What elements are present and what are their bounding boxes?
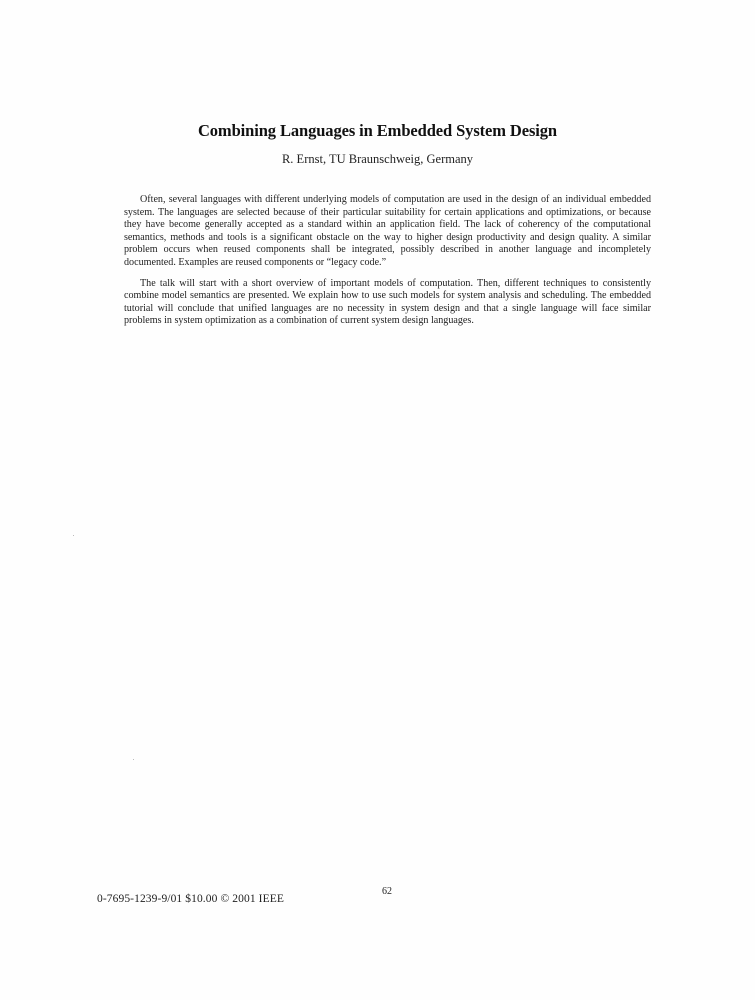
abstract-body bbox=[124, 194, 651, 336]
paragraph-2: The talk will start with a short overview of important models of computation. Then, different techniques to consistently combine model semantics are presented. We explain how to use such models for system analysis and scheduling. The embedded tutorial will conclude that unified languages are no necessity in system design and that a single language will face similar problems in system optimization as a combination of current system design languages. bbox=[124, 277, 651, 327]
page-number: 62 bbox=[382, 886, 392, 897]
paragraph-1: Often, several languages with different underlying models of computation are used in the design of an individual embedded system. The languages are selected because of their particular suitability for certain applications and optimizations, or because they have become generally accepted as a standard within an application field. The lack of coherency of the computational semantics, methods and tools is a significant obstacle on the way to higher design productivity and design quality. A similar problem occurs when reused components shall be integrated, possibly described in another language and incompletely documented. Examples are reused components or “legacy code.” bbox=[124, 194, 651, 268]
paper-title: Combining Languages in Embedded System Design bbox=[197, 121, 558, 140]
scan-speck bbox=[133, 759, 134, 760]
author-line: R. Ernst, TU Braunschweig, Germany bbox=[281, 152, 474, 166]
scan-speck bbox=[73, 535, 74, 536]
copyright-notice: 0-7695-1239-9/01 $10.00 © 2001 IEEE bbox=[97, 893, 284, 905]
